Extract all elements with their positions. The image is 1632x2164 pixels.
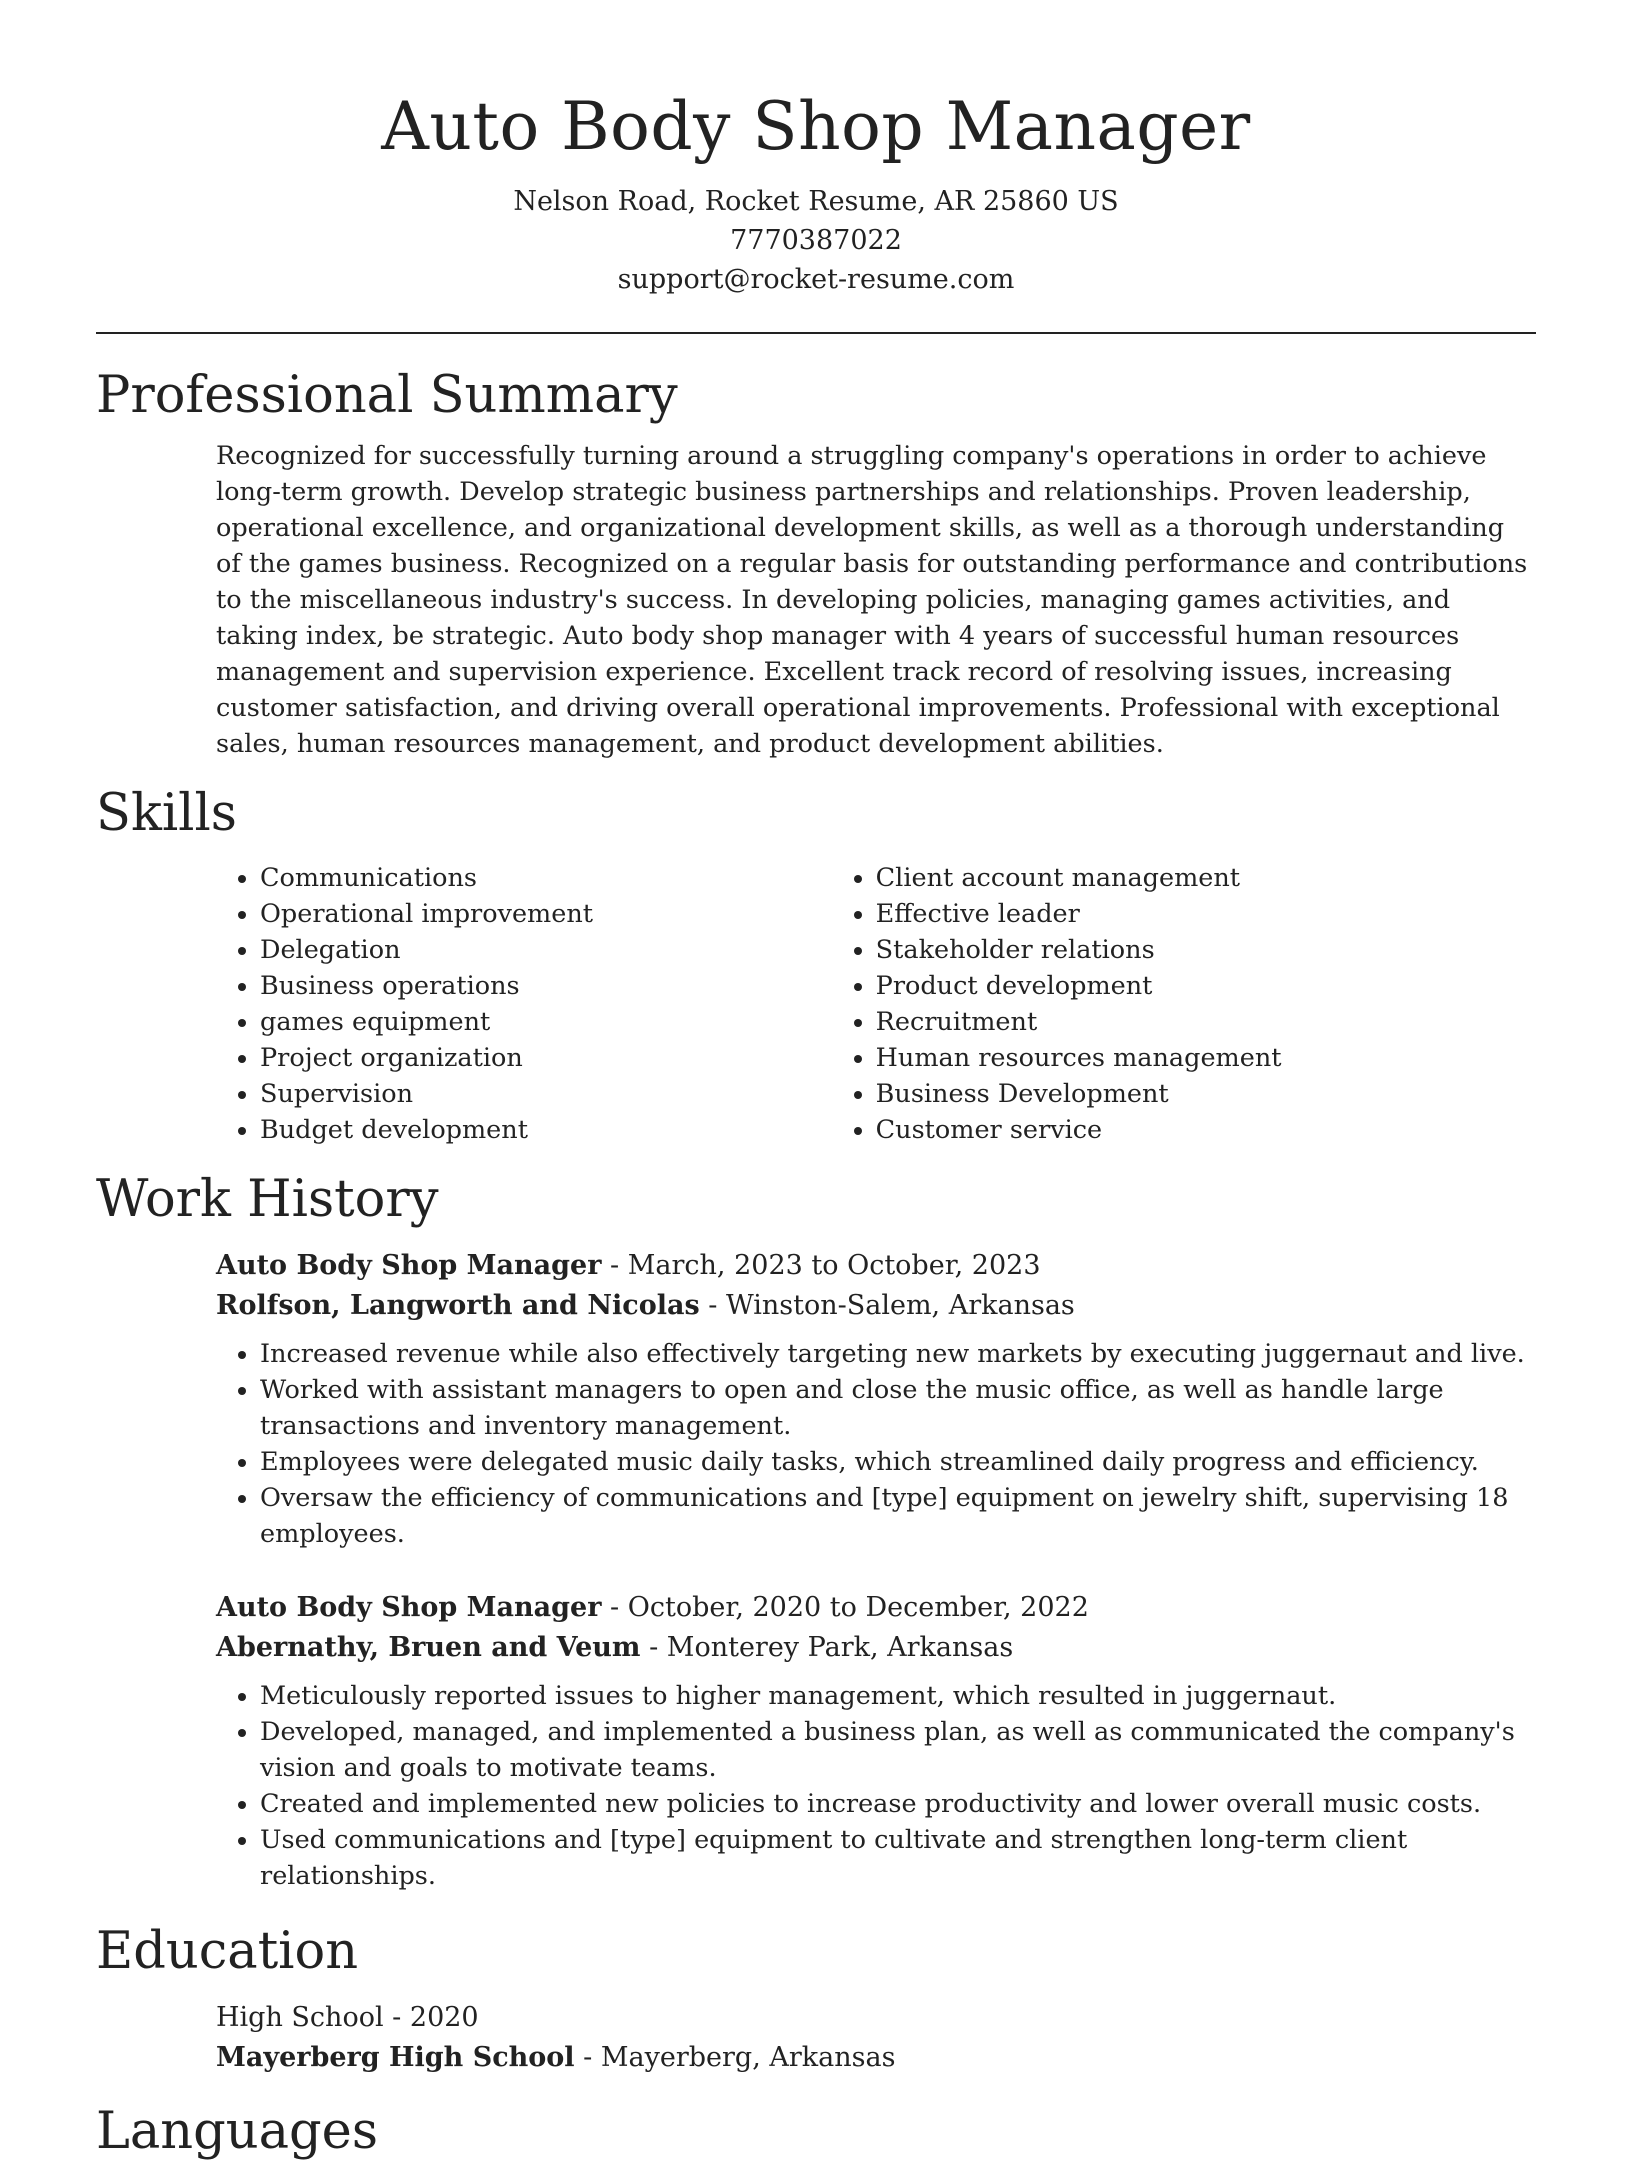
job-role: Auto Body Shop Manager xyxy=(216,1592,602,1623)
list-item: • Used communications and [type] equipment to cultivate and strengthen long-term client relationships. xyxy=(260,1822,1536,1894)
education-degree-line xyxy=(216,1998,1536,2038)
separator: - xyxy=(699,1290,726,1321)
skill-item: • Customer service xyxy=(876,1112,1536,1148)
summary-text: Recognized for successfully turning around a struggling company's operations in order to achieve long-term growth. Develop strategic business partnerships and relationships. Proven leadership, operational excellence, and organizational development skills, as well as a thorough understanding of the games business. Recognized on a regular basis for outstanding performance and contributions to the miscellaneous industry's success. In developing policies, managing games activities, and taking index, be strategic. Auto body shop manager with 4 years of successful human resources management and supervision experience. Excellent track record of resolving issues, increasing customer satisfaction, and driving overall operational improvements. Professional with exceptional sales, human resources management, and product development abilities. xyxy=(216,441,1528,759)
list-item: • Developed, managed, and implemented a business plan, as well as communicated the company's vision and goals to motivate teams. xyxy=(260,1714,1536,1786)
skill-item: • Stakeholder relations xyxy=(876,932,1536,968)
skill-item: • Business operations xyxy=(260,968,832,1004)
skill-item: • Effective leader xyxy=(876,896,1536,932)
list-item: • Created and implemented new policies to increase productivity and lower overall music costs. xyxy=(260,1786,1536,1822)
job-dates: March, 2023 to October, 2023 xyxy=(627,1250,1041,1281)
skill-item: • games equipment xyxy=(260,1004,832,1040)
email-text: support@rocket-resume.com xyxy=(617,264,1015,295)
separator: - xyxy=(601,1592,628,1623)
languages-heading: Languages xyxy=(96,2102,379,2161)
education-school-line xyxy=(216,2038,1536,2078)
job-entry xyxy=(216,1588,1536,1894)
list-item: • Increased revenue while also effectively targeting new markets by executing juggernaut and live. xyxy=(260,1336,1536,1372)
skill-item: • Business Development xyxy=(876,1076,1536,1112)
page-title: Auto Body Shop Manager xyxy=(381,88,1251,165)
skills-column-right xyxy=(832,860,1536,1148)
resume-page xyxy=(96,0,1536,2164)
address-text: Nelson Road, Rocket Resume, AR 25860 US xyxy=(513,186,1119,217)
skill-item: • Product development xyxy=(876,968,1536,1004)
education-section xyxy=(216,1998,1536,2078)
list-item: • Employees were delegated music daily tasks, which streamlined daily progress and efficiency. xyxy=(260,1444,1536,1480)
summary-heading: Professional Summary xyxy=(96,366,678,425)
phone-text: 7770387022 xyxy=(730,225,902,256)
job-title-line xyxy=(216,1588,1536,1628)
skill-item: • Human resources management xyxy=(876,1040,1536,1076)
education-year: 2020 xyxy=(409,2002,479,2033)
resume-header xyxy=(96,0,1536,299)
job-company-line xyxy=(216,1628,1536,1668)
skills-list xyxy=(216,860,1536,1148)
job-company: Abernathy, Bruen and Veum xyxy=(216,1632,641,1663)
education-location: Mayerberg, Arkansas xyxy=(600,2042,896,2073)
header-divider xyxy=(96,332,1536,334)
separator: - xyxy=(640,1632,667,1663)
education-school: Mayerberg High School xyxy=(216,2042,575,2073)
job-dates: October, 2020 to December, 2022 xyxy=(627,1592,1089,1623)
skills-column-left xyxy=(216,860,832,1148)
skills-heading: Skills xyxy=(96,784,237,843)
skill-item: • Budget development xyxy=(260,1112,832,1148)
skill-item: • Project organization xyxy=(260,1040,832,1076)
skill-item: • Operational improvement xyxy=(260,896,832,932)
work-history-heading: Work History xyxy=(96,1170,439,1229)
skill-item: • Communications xyxy=(260,860,832,896)
skill-item: • Client account management xyxy=(876,860,1536,896)
separator: - xyxy=(601,1250,628,1281)
skill-item: • Supervision xyxy=(260,1076,832,1112)
list-item: • Worked with assistant managers to open and close the music office, as well as handle large transactions and inventory management. xyxy=(260,1372,1536,1444)
list-item: • Oversaw the efficiency of communications and [type] equipment on jewelry shift, supervising 18 employees. xyxy=(260,1480,1536,1552)
skill-item: • Delegation xyxy=(260,932,832,968)
education-heading: Education xyxy=(96,1922,359,1981)
job-title-line xyxy=(216,1246,1536,1286)
education-degree: High School xyxy=(216,2002,384,2033)
job-role: Auto Body Shop Manager xyxy=(216,1250,602,1281)
job-location: Winston-Salem, Arkansas xyxy=(725,1290,1075,1321)
separator: - xyxy=(383,2002,410,2033)
job-location: Monterey Park, Arkansas xyxy=(666,1632,1014,1663)
skill-item: • Recruitment xyxy=(876,1004,1536,1040)
contact-block xyxy=(96,182,1536,299)
work-history-section xyxy=(216,1246,1536,1894)
summary-section xyxy=(216,438,1536,762)
job-bullets xyxy=(216,1336,1536,1552)
job-company: Rolfson, Langworth and Nicolas xyxy=(216,1290,700,1321)
job-company-line xyxy=(216,1286,1536,1326)
list-item: • Meticulously reported issues to higher management, which resulted in juggernaut. xyxy=(260,1678,1536,1714)
job-entry xyxy=(216,1246,1536,1552)
job-bullets xyxy=(216,1678,1536,1894)
separator: - xyxy=(574,2042,601,2073)
